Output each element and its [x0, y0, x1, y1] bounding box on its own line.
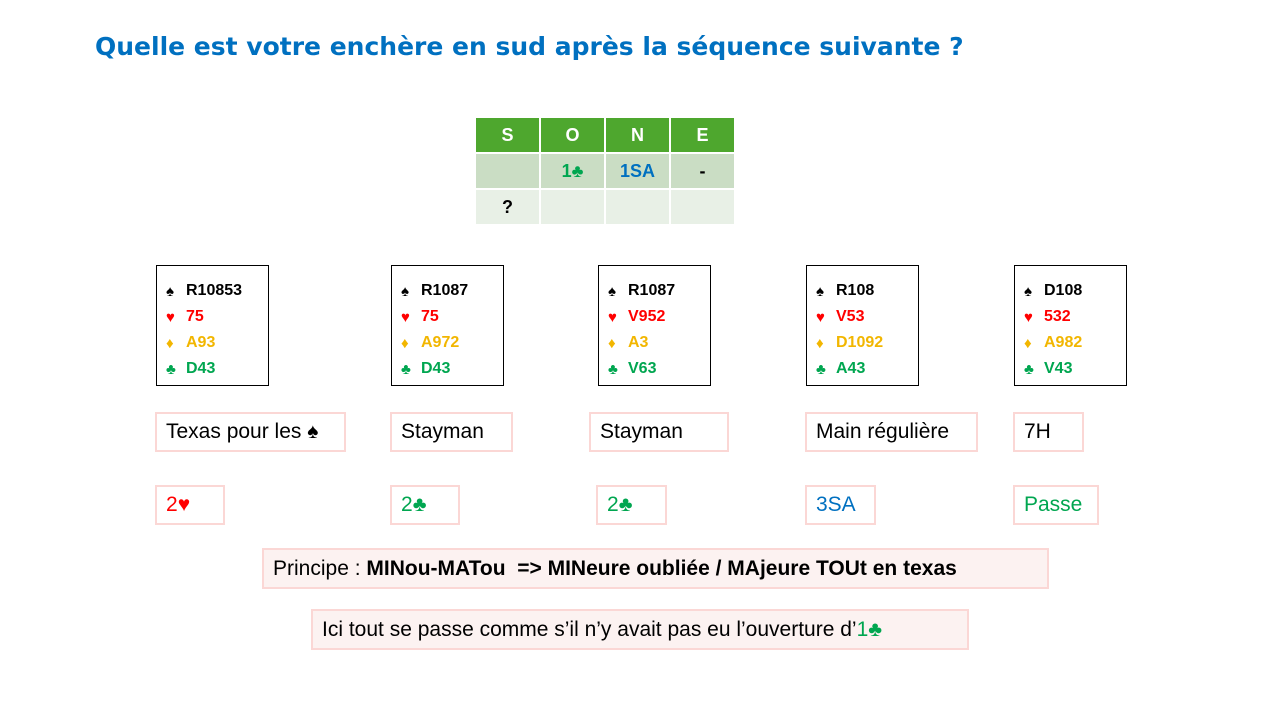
- spades-holding: [816, 278, 918, 304]
- hand-3-answer: [596, 485, 667, 525]
- hand-5-description: [1013, 412, 1084, 452]
- hearts-cards: 532: [1044, 308, 1071, 325]
- spades-cards: R10853: [186, 282, 243, 299]
- cell-east-2: [670, 189, 735, 225]
- club-icon: ♣: [1024, 360, 1034, 378]
- hand-1-answer: [155, 485, 225, 525]
- hearts-cards: V952: [628, 308, 666, 325]
- heart-icon: ♥: [816, 308, 825, 326]
- clubs-holding: [401, 356, 503, 382]
- spades-holding: [608, 278, 710, 304]
- hand-2-answer: [390, 485, 460, 525]
- principle-mnemonic: MINou-MATou: [366, 556, 506, 580]
- description-text: Main régulière: [816, 420, 950, 443]
- spade-icon: ♠: [608, 282, 616, 300]
- spades-holding: [1024, 278, 1126, 304]
- diamond-icon: ♦: [166, 334, 174, 352]
- note-box: [311, 609, 969, 650]
- description-text: 7H: [1024, 420, 1051, 443]
- hand-4: [806, 265, 919, 386]
- diamond-icon: ♦: [401, 334, 409, 352]
- hearts-cards: 75: [421, 308, 439, 325]
- description-text: Texas pour les: [166, 420, 308, 443]
- clubs-cards: A43: [836, 360, 866, 377]
- spades-holding: [401, 278, 503, 304]
- hand-1: [156, 265, 269, 386]
- hearts-holding: [166, 304, 268, 330]
- hand-2: [391, 265, 504, 386]
- clubs-holding: [166, 356, 268, 382]
- note-bid-level: 1: [856, 617, 869, 641]
- note-text: Ici tout se passe comme s’il n’y avait pas eu l’ouverture d’: [322, 617, 857, 641]
- heart-icon: ♥: [166, 308, 175, 326]
- bid-level: 1: [561, 160, 572, 181]
- question-title: Quelle est votre enchère en sud après la séquence suivante ?: [95, 32, 964, 61]
- clubs-holding: [816, 356, 918, 382]
- cell-south-2: ?: [475, 189, 540, 225]
- clubs-cards: D43: [421, 360, 451, 377]
- bidding-row-2: [475, 189, 735, 225]
- hand-4-description: [805, 412, 978, 452]
- spade-icon: ♠: [307, 420, 319, 443]
- clubs-icon: ♣: [571, 160, 584, 181]
- heart-icon: ♥: [608, 308, 617, 326]
- club-icon: ♣: [608, 360, 618, 378]
- diamonds-holding: [166, 330, 268, 356]
- answer-text: 3SA: [816, 493, 856, 516]
- header-north: N: [605, 117, 670, 153]
- club-icon: ♣: [401, 360, 411, 378]
- spades-holding: [166, 278, 268, 304]
- diamonds-cards: D1092: [836, 334, 884, 351]
- bidding-row-1: [475, 153, 735, 189]
- diamond-icon: ♦: [608, 334, 616, 352]
- diamonds-holding: [608, 330, 710, 356]
- hand-1-description: [155, 412, 346, 452]
- cell-west-1: [540, 153, 605, 189]
- principle-prefix: Principe :: [273, 556, 367, 580]
- answer-level: 2: [401, 493, 413, 516]
- cell-east-1: -: [670, 153, 735, 189]
- hand-5-answer: [1013, 485, 1099, 525]
- hand-2-description: [390, 412, 513, 452]
- spade-icon: ♠: [1024, 282, 1032, 300]
- header-west: O: [540, 117, 605, 153]
- header-south: S: [475, 117, 540, 153]
- diamonds-cards: A3: [628, 334, 649, 351]
- club-icon: ♣: [618, 493, 633, 516]
- diamonds-holding: [816, 330, 918, 356]
- diamonds-holding: [1024, 330, 1126, 356]
- diamonds-cards: A93: [186, 334, 216, 351]
- description-text: Stayman: [600, 420, 683, 443]
- hearts-holding: [401, 304, 503, 330]
- bidding-table: [474, 116, 736, 226]
- cell-north-1: 1SA: [605, 153, 670, 189]
- clubs-holding: [608, 356, 710, 382]
- principle-box: [262, 548, 1049, 589]
- heart-icon: ♥: [177, 493, 191, 516]
- hearts-cards: 75: [186, 308, 204, 325]
- cell-south-1: [475, 153, 540, 189]
- spades-cards: R108: [836, 282, 875, 299]
- principle-arrow: =>: [505, 556, 542, 580]
- club-icon: ♣: [412, 493, 427, 516]
- cell-west-2: [540, 189, 605, 225]
- club-icon: ♣: [868, 617, 883, 641]
- hearts-cards: V53: [836, 308, 865, 325]
- description-text: Stayman: [401, 420, 484, 443]
- bidding-header-row: [475, 117, 735, 153]
- hearts-holding: [816, 304, 918, 330]
- clubs-cards: V63: [628, 360, 657, 377]
- clubs-holding: [1024, 356, 1126, 382]
- diamonds-holding: [401, 330, 503, 356]
- hand-5: [1014, 265, 1127, 386]
- hearts-holding: [608, 304, 710, 330]
- answer-level: 2: [607, 493, 619, 516]
- spade-icon: ♠: [166, 282, 174, 300]
- spade-icon: ♠: [401, 282, 409, 300]
- spades-cards: D108: [1044, 282, 1083, 299]
- spades-cards: R1087: [628, 282, 676, 299]
- hand-3: [598, 265, 711, 386]
- answer-text: Passe: [1024, 493, 1083, 516]
- heart-icon: ♥: [401, 308, 410, 326]
- heart-icon: ♥: [1024, 308, 1033, 326]
- diamonds-cards: A972: [421, 334, 460, 351]
- clubs-cards: D43: [186, 360, 216, 377]
- diamonds-cards: A982: [1044, 334, 1083, 351]
- answer-level: 2: [166, 493, 178, 516]
- diamond-icon: ♦: [816, 334, 824, 352]
- clubs-cards: V43: [1044, 360, 1073, 377]
- club-icon: ♣: [166, 360, 176, 378]
- cell-north-2: [605, 189, 670, 225]
- principle-rule: MINeure oubliée / MAjeure TOUt en texas: [541, 556, 957, 580]
- header-east: E: [670, 117, 735, 153]
- hearts-holding: [1024, 304, 1126, 330]
- spades-cards: R1087: [421, 282, 469, 299]
- diamond-icon: ♦: [1024, 334, 1032, 352]
- hand-3-description: [589, 412, 729, 452]
- hand-4-answer: [805, 485, 876, 525]
- spade-icon: ♠: [816, 282, 824, 300]
- club-icon: ♣: [816, 360, 826, 378]
